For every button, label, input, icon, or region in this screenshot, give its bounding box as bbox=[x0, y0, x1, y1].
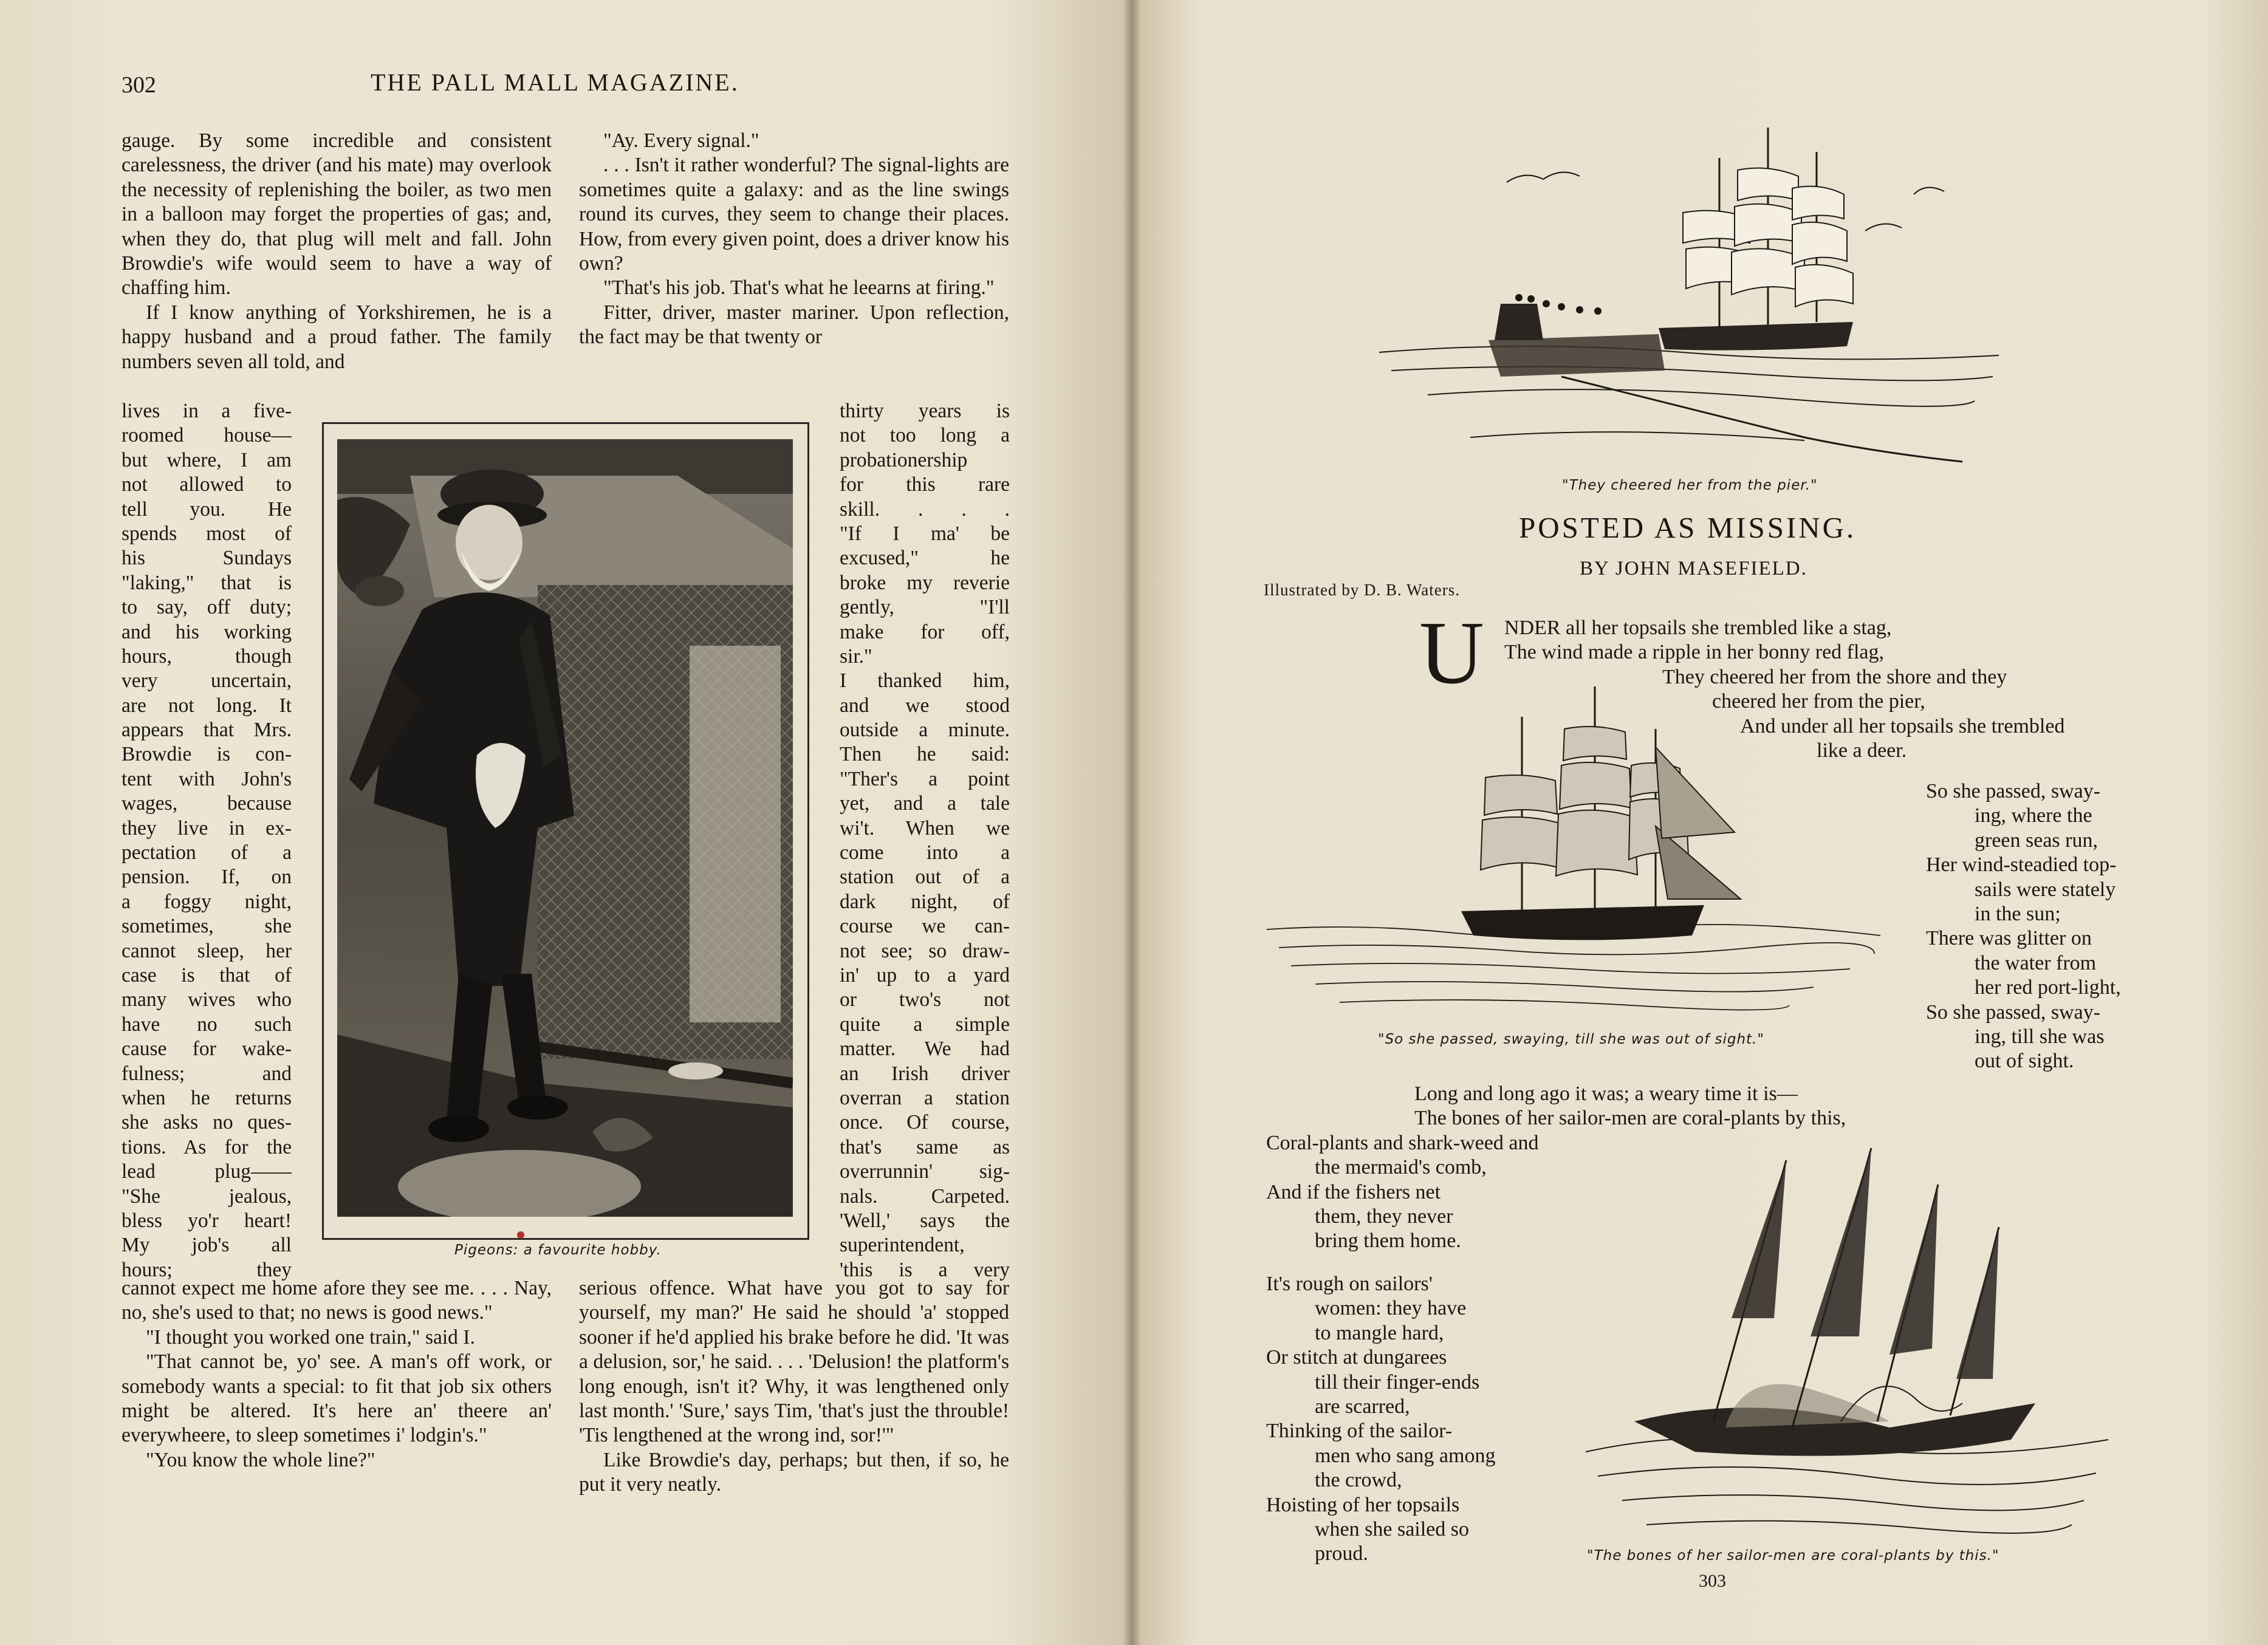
text-line: quite a simple bbox=[840, 1013, 1010, 1036]
text-line: they live in ex- bbox=[122, 816, 292, 840]
book-gutter bbox=[1123, 0, 1141, 1645]
column-1-top bbox=[122, 129, 552, 374]
column-2-bottom bbox=[579, 1276, 1009, 1497]
text-line: 'Well,' says the bbox=[840, 1209, 1010, 1232]
text-line: to say, off duty; bbox=[122, 596, 292, 619]
poem-line: like a deer. bbox=[1817, 739, 1907, 762]
text-line: pension. If, on bbox=[122, 866, 292, 889]
text-line: she asks no ques- bbox=[122, 1111, 292, 1134]
poem-line: Coral-plants and shark-weed and bbox=[1266, 1131, 1539, 1154]
poem-line: The bones of her sailor-men are coral-plants by this, bbox=[1414, 1107, 1846, 1130]
text-line: or two's not bbox=[840, 988, 1010, 1011]
poem-line: There was glitter on bbox=[1926, 927, 2092, 950]
text-line: come into a bbox=[840, 841, 1010, 864]
paragraph: serious offence. What have you got to say for yourself, my man?' He said he should 'a' stopped sooner if he'd applied his brake before he did. 'It was a delusion, sor,' he said. . . . 'Delusion! the platform's long enough, isn't it? Why, it was lengthened only last month.' 'Sure,' says Tim, 'that's just the throuble! 'Tis lengthened at the wrong ind, sor!'" bbox=[579, 1277, 1009, 1447]
text-line: but where, I am bbox=[122, 448, 292, 471]
paragraph: If I know anything of Yorkshiremen, he is a happy husband and a proud father. The family numbers seven all told, and bbox=[122, 301, 552, 373]
column-1-bottom bbox=[122, 1276, 552, 1472]
drop-cap: U bbox=[1419, 603, 1484, 703]
poem-line: sails were stately bbox=[1975, 878, 2116, 901]
poem-line: It's rough on sailors' bbox=[1266, 1273, 1433, 1295]
text-line: I thanked him, bbox=[840, 669, 1010, 693]
text-line: bless yo'r heart! bbox=[122, 1209, 292, 1232]
poem-line: NDER all her topsails she trembled like a stag, bbox=[1504, 617, 1892, 639]
stanza-4 bbox=[1266, 1272, 1495, 1567]
text-line: tell you. He bbox=[122, 498, 292, 521]
text-line: once. Of course, bbox=[840, 1111, 1010, 1134]
text-line: wages, because bbox=[122, 792, 292, 815]
text-line: an Irish driver bbox=[840, 1062, 1010, 1085]
text-line: hours; they bbox=[122, 1258, 292, 1281]
poem-line: Thinking of the sailor- bbox=[1266, 1420, 1453, 1443]
text-line: yet, and a tale bbox=[840, 792, 1010, 815]
text-line: pectation of a bbox=[122, 841, 292, 864]
text-line: 'this is a very bbox=[840, 1258, 1010, 1281]
illustration-ship-at-sea bbox=[1267, 674, 1880, 1014]
text-line: wi't. When we bbox=[840, 816, 1010, 840]
text-line: in' up to a yard bbox=[840, 963, 1010, 987]
poem-line: And if the fishers net bbox=[1266, 1180, 1441, 1203]
text-line: not too long a bbox=[840, 424, 1010, 447]
text-line: tent with John's bbox=[122, 767, 292, 790]
text-line: thirty years is bbox=[840, 400, 1010, 422]
text-line: a foggy night, bbox=[122, 890, 292, 913]
poem-line: They cheered her from the shore and they bbox=[1662, 665, 2007, 688]
poem-line: green seas run, bbox=[1975, 829, 2098, 852]
text-line: "She jealous, bbox=[122, 1185, 292, 1208]
poem-line: ing, till she was bbox=[1975, 1025, 2105, 1048]
text-line: station out of a bbox=[840, 866, 1010, 889]
poem-line: proud. bbox=[1315, 1542, 1368, 1565]
text-line: not allowed to bbox=[122, 473, 292, 496]
text-line: very uncertain, bbox=[122, 669, 292, 693]
text-line: not see; so draw- bbox=[840, 939, 1010, 962]
poem-line: her red port-light, bbox=[1975, 976, 2121, 999]
text-line: matter. We had bbox=[840, 1038, 1010, 1061]
illustration-caption-2: "So she passed, swaying, till she was out of sight." bbox=[1378, 1031, 1764, 1047]
poem-line: cheered her from the pier, bbox=[1712, 690, 1925, 713]
poem-line: in the sun; bbox=[1975, 903, 2061, 926]
page-number-right: 303 bbox=[1699, 1571, 1726, 1591]
poem-line: are scarred, bbox=[1315, 1395, 1410, 1418]
text-line: make for off, bbox=[840, 620, 1010, 643]
text-line: nals. Carpeted. bbox=[840, 1185, 1010, 1208]
paragraph: "That cannot be, yo' see. A man's off work, or somebody wants a special: to fit that job six others might be altered. It's here an' theere an' everywheere, to sleep sometimes i' lodgin's." bbox=[122, 1350, 552, 1447]
text-line: outside a minute. bbox=[840, 719, 1010, 742]
poem-line: Hoisting of her topsails bbox=[1266, 1493, 1460, 1516]
text-line: gently, "I'll bbox=[840, 596, 1010, 619]
paragraph: "I thought you worked one train," said I. bbox=[146, 1325, 475, 1349]
paragraph: . . . Isn't it rather wonderful? The signal-lights are sometimes quite a galaxy: and as the line swings round its curves, they seem to change their places. How, from every given point, does a driver know his own? bbox=[579, 154, 1009, 275]
poem-byline: BY JOHN MASEFIELD. bbox=[1580, 558, 1807, 580]
poem-line: out of sight. bbox=[1975, 1050, 2074, 1073]
text-line: for this rare bbox=[840, 473, 1010, 496]
poem-line: women: they have bbox=[1315, 1297, 1467, 1320]
stanza-2 bbox=[1926, 779, 2121, 1074]
text-line: fulness; and bbox=[122, 1062, 292, 1085]
poem-line: them, they never bbox=[1315, 1205, 1453, 1228]
poem-line: to mangle hard, bbox=[1315, 1321, 1444, 1344]
photograph-old-man-with-pigeons bbox=[337, 439, 793, 1217]
text-line: cause for wake- bbox=[122, 1038, 292, 1061]
text-line: Then he said: bbox=[840, 743, 1010, 766]
poem-line: So she passed, sway- bbox=[1926, 780, 2101, 802]
text-line: "Ther's a point bbox=[840, 767, 1010, 790]
text-line: many wives who bbox=[122, 988, 292, 1011]
poem-line: till their finger-ends bbox=[1315, 1370, 1480, 1394]
poem-line: when she sailed so bbox=[1315, 1518, 1470, 1541]
paragraph: gauge. By some incredible and consistent carelessness, the driver (and his mate) may overlook the necessity of replenishing the boiler, as two men in a balloon may forget the properties of gas; and, when they do, that plug will melt and fall. John Browdie's wife would seem to have a way of chaffing him. bbox=[122, 129, 552, 299]
text-line: superintendent, bbox=[840, 1234, 965, 1257]
text-line: when he returns bbox=[122, 1086, 292, 1109]
text-line: sometimes, she bbox=[122, 915, 292, 938]
poem-line: Long and long ago it was; a weary time it is— bbox=[1414, 1082, 1798, 1105]
poem-line: the water from bbox=[1975, 951, 2097, 974]
column-2-top bbox=[579, 129, 1009, 350]
poem-line: bring them home. bbox=[1315, 1229, 1461, 1253]
paragraph: Like Browdie's day, perhaps; but then, if so, he put it very neatly. bbox=[579, 1448, 1009, 1496]
text-line: his Sundays bbox=[122, 547, 292, 570]
poem-line: And under all her topsails she trembled bbox=[1740, 714, 2065, 737]
text-line: dark night, of bbox=[840, 890, 1010, 913]
poem-line: the crowd, bbox=[1315, 1469, 1402, 1492]
illustration-wrecked-ship bbox=[1574, 1136, 2120, 1549]
poem-title: POSTED AS MISSING. bbox=[1519, 511, 1857, 544]
text-line: cannot sleep, her bbox=[122, 939, 292, 962]
illustration-caption-1: "They cheered her from the pier." bbox=[1562, 477, 1818, 493]
paragraph: "Ay. Every signal." bbox=[603, 129, 759, 152]
text-line: skill. . . . bbox=[840, 498, 1010, 521]
running-title: THE PALL MALL MAGAZINE. bbox=[371, 69, 739, 96]
poem-line: So she passed, sway- bbox=[1926, 1000, 2101, 1024]
page-number-left: 302 bbox=[122, 72, 156, 98]
text-line: appears that Mrs. bbox=[122, 719, 292, 742]
text-line: hours, though bbox=[122, 645, 292, 668]
text-line: lives in a five- bbox=[122, 400, 292, 422]
text-line: case is that of bbox=[122, 963, 292, 987]
text-line: that's same as bbox=[840, 1135, 1010, 1158]
text-line: broke my reverie bbox=[840, 571, 1010, 594]
text-line: tions. As for the bbox=[122, 1135, 292, 1158]
text-line: excused," he bbox=[840, 547, 1010, 570]
column-2-narrow bbox=[840, 399, 1010, 1282]
poem-line: The wind made a ripple in her bonny red flag, bbox=[1504, 641, 1885, 664]
text-line: lead plug—— bbox=[122, 1160, 292, 1183]
photo-caption: Pigeons: a favourite hobby. bbox=[454, 1242, 662, 1258]
poem-line: men who sang among bbox=[1315, 1444, 1496, 1467]
illustration-caption-3: "The bones of her sailor-men are coral-plants by this." bbox=[1587, 1548, 1999, 1564]
illustrated-by: Illustrated by D. B. Waters. bbox=[1264, 581, 1461, 599]
poem-line: Or stitch at dungarees bbox=[1266, 1346, 1447, 1369]
illustration-ship-and-pier bbox=[1379, 121, 1999, 474]
text-line: "laking," that is bbox=[122, 571, 292, 594]
text-line: have no such bbox=[122, 1013, 292, 1036]
poem-line: ing, where the bbox=[1975, 804, 2092, 827]
text-line: sir." bbox=[840, 645, 872, 668]
text-line: spends most of bbox=[122, 522, 292, 545]
text-line: overran a station bbox=[840, 1086, 1010, 1109]
paragraph: "That's his job. That's what he leearns at firing." bbox=[603, 276, 995, 299]
pin-mark bbox=[517, 1231, 524, 1239]
text-line: Browdie is con- bbox=[122, 743, 292, 766]
text-line: roomed house— bbox=[122, 424, 292, 447]
paragraph: Fitter, driver, master mariner. Upon reflection, the fact may be that twenty or bbox=[579, 301, 1009, 349]
text-line: and his working bbox=[122, 620, 292, 643]
text-line: overrunnin' sig- bbox=[840, 1160, 1010, 1183]
text-line: probationership bbox=[840, 448, 968, 471]
photograph-frame bbox=[322, 422, 809, 1240]
text-line: "If I ma' be bbox=[840, 522, 1010, 545]
text-line: are not long. It bbox=[122, 694, 292, 717]
paragraph: "You know the whole line?" bbox=[146, 1448, 375, 1471]
text-line: and we stood bbox=[840, 694, 1010, 717]
text-line: course we can- bbox=[840, 915, 1010, 938]
poem-line: Her wind-steadied top- bbox=[1926, 853, 2117, 877]
poem-line: the mermaid's comb, bbox=[1315, 1156, 1487, 1179]
paragraph: cannot expect me home afore they see me. . . . Nay, no, she's used to that; no news is good news." bbox=[122, 1277, 552, 1324]
text-line: My job's all bbox=[122, 1234, 292, 1257]
column-1-narrow bbox=[122, 399, 292, 1282]
